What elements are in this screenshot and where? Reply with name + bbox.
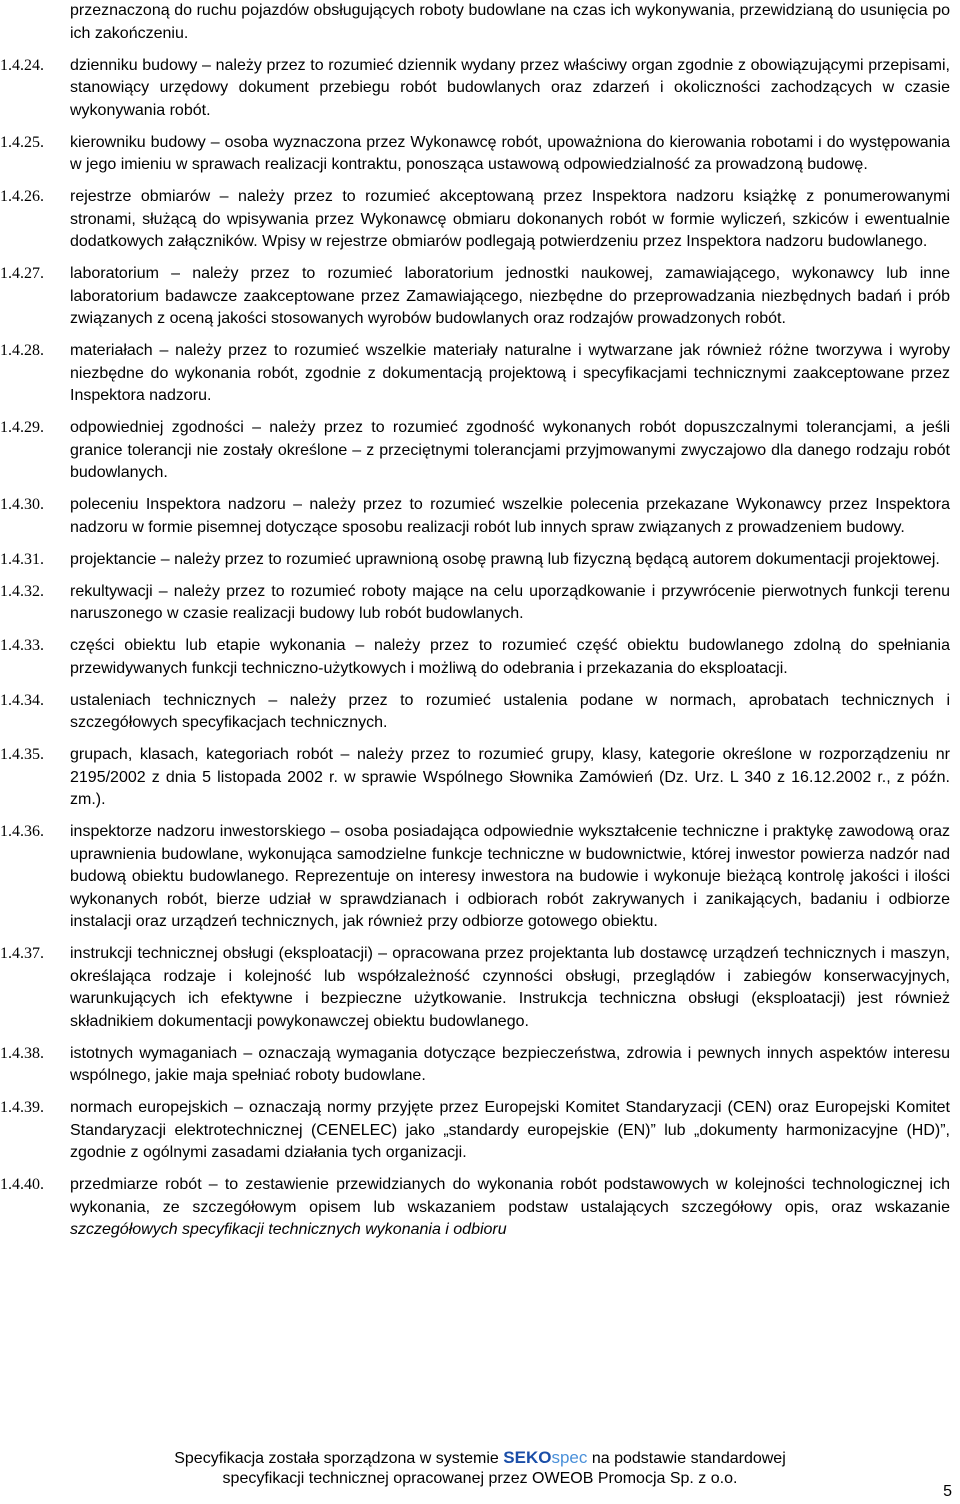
definition-body: poleceniu Inspektora nadzoru – należy przez to rozumieć wszelkie polecenia przekazane Wykonawcy przez Inspektora nadzoru w formie pisemnej dotyczące sposobu realizacji robót lub innych spraw związanych z prowadzeniem budowy.: [70, 496, 950, 536]
definition-body: odpowiedniej zgodności – należy przez to rozumieć zgodność wykonanych robót dopuszczalnymi tolerancjami, a jeśli granice tolerancji nie zostały określone – z przeciętnymi tolerancjami przyjmowanymi zwyczajowo dla danego rodzaju robót budowlanych.: [70, 419, 950, 481]
definition-text: [70, 186, 950, 254]
definition-item: [0, 263, 960, 331]
definition-item: [0, 690, 960, 735]
intro-text: przeznaczoną do ruchu pojazdów obsługujących roboty budowlane na czas ich wykonywania, przewidzianą do usunięcia po ich zakończeniu.: [70, 2, 950, 42]
definition-number: 1.4.39.: [0, 1099, 44, 1116]
page-footer: [0, 1448, 960, 1489]
brand-light: spec: [551, 1448, 588, 1467]
definition-text: [70, 943, 950, 1033]
definition-text: [70, 581, 950, 626]
definition-item: [0, 417, 960, 485]
definition-body: laboratorium – należy przez to rozumieć laboratorium jednostki naukowej, zamawiającego, wykonawcy lub inne laboratorium badawcze zaakceptowane przez Zamawiającego, niezbędne do przeprowadzania niezbędnych badań i prób związanych z oceną jakości stosowanych wyrobów budowlanych oraz rodzajów prowadzonych robót.: [70, 265, 950, 327]
definition-item: [0, 186, 960, 254]
definition-number: 1.4.35.: [0, 746, 44, 763]
definition-number: 1.4.26.: [0, 188, 44, 205]
definition-text: [70, 744, 950, 812]
footer-line-2: specyfikacji technicznej opracowanej przez OWEOB Promocja Sp. z o.o.: [222, 1470, 738, 1487]
definition-item: [0, 494, 960, 539]
definition-body: materiałach – należy przez to rozumieć wszelkie materiały naturalne i wytwarzane jak również różne tworzywa i wyroby niezbędne do wykonania robót, zgodnie z dokumentacją projektową i specyfikacjami technicznymi zaakceptowane przez Inspektora nadzoru.: [70, 342, 950, 404]
definition-body: kierowniku budowy – osoba wyznaczona przez Wykonawcę robót, upoważniona do kierowania robotami i do występowania w jego imieniu w sprawach realizacji kontraktu, ponosząca ustawową odpowiedzialność za prowadzoną budowę.: [70, 133, 950, 173]
definition-number: 1.4.25.: [0, 133, 44, 151]
definition-body: części obiektu lub etapie wykonania – należy przez to rozumieć część obiektu budowlanego zdolną do spełniania przewidywanych funkcji techniczno-użytkowych i możliwą do odebrania i przekazania do eksploatacji.: [70, 637, 950, 677]
definition-number: 1.4.24.: [0, 56, 44, 74]
definition-number: 1.4.31.: [0, 550, 44, 568]
definition-item: [0, 1174, 960, 1242]
definition-number: 1.4.37.: [0, 945, 44, 962]
footer-text-after: na podstawie standardowej: [591, 1450, 786, 1467]
definition-text: [70, 417, 950, 485]
definition-number: 1.4.27.: [0, 265, 44, 282]
sekospec-logo: [503, 1448, 587, 1467]
definition-body: dzienniku budowy – należy przez to rozumieć dziennik wydany przez właściwy organ zgodnie z obowiązującymi przepisami, stanowiący urzędowy dokument przebiegu robót budowlanych oraz zdarzeń i okoliczności zachodzących w czasie wykonywania robót.: [70, 56, 950, 119]
definition-item: [0, 340, 960, 408]
definition-number: 1.4.34.: [0, 691, 44, 709]
definition-text: [70, 263, 950, 331]
definition-body: grupach, klasach, kategoriach robót – należy przez to rozumieć grupy, klasy, kategorie określone w rozporządzeniu nr 2195/2002 z dnia 5 listopada 2002 r. w sprawie Wspólnego Słownika Zamówień (Dz. Urz. L 340 z 16.12.2002 r., z późn. zm.).: [70, 746, 950, 808]
definition-text: [70, 132, 950, 177]
definition-item: [0, 132, 960, 177]
definition-text: [70, 635, 950, 680]
footer-line-1: [0, 1448, 960, 1469]
definition-text: [70, 1097, 950, 1165]
definition-text: [70, 690, 950, 735]
definition-body: istotnych wymaganiach – oznaczają wymagania dotyczące bezpieczeństwa, zdrowia i pewnych innych aspektów interesu wspólnego, jakie maja spełniać roboty budowlane.: [70, 1044, 950, 1084]
definition-text: [70, 1174, 950, 1242]
definition-number: 1.4.40.: [0, 1176, 44, 1193]
definition-number: 1.4.38.: [0, 1044, 44, 1062]
definition-text: [70, 340, 950, 408]
definition-number: 1.4.28.: [0, 342, 44, 359]
definition-body: instrukcji technicznej obsługi (eksploatacji) – opracowana przez projektanta lub dostawcę urządzeń technicznych i maszyn, określająca rodzaje i kolejność lub współzależność czynności obsługi, przeglądów i zabiegów konserwacyjnych, warunkujących ich efektywne i bezpieczne użytkowanie. Instrukcja techniczna obsługi (eksploatacji) jest również składnikiem dokumentacji powykonawczej obiektu budowlanego.: [70, 945, 950, 1030]
definition-body: rejestrze obmiarów – należy przez to rozumieć akceptowaną przez Inspektora nadzoru książkę z ponumerowanymi stronami, służącą do wpisywania przez Wykonawcę obmiaru dokonanych robót w formie wyliczeń, szkiców i ewentualnie dodatkowych załączników. Wpisy w rejestrze obmiarów podlegają potwierdzeniu przez Inspektora nadzoru budowlanego.: [70, 188, 950, 250]
definition-text: [70, 494, 950, 539]
definition-number: 1.4.29.: [0, 419, 44, 436]
definition-body: inspektorze nadzoru inwestorskiego – osoba posiadająca odpowiednie wykształcenie techniczne i praktykę zawodową oraz uprawnienia budowlane, wykonująca samodzielne funkcje techniczne w budownictwie, której inwestor powierza nadzór nad budową obiektu budowlanego. Reprezentuje on interesy inwestora na budowie i wykonuje bieżącą kontrolę jakości i ilości wykonanych robót, bierze udział w sprawdzianach i odbiorach robót zakrywanych i zanikających, badaniu i odbiorze instalacji oraz urządzeń technicznych, jak również przy odbiorze gotowego obiektu.: [70, 823, 950, 930]
definition-text: [70, 55, 950, 123]
definition-number: 1.4.36.: [0, 823, 44, 840]
definition-item: [0, 1043, 960, 1088]
definition-item: [0, 635, 960, 680]
definition-item: [0, 1097, 960, 1165]
definition-body: normach europejskich – oznaczają normy przyjęte przez Europejski Komitet Standaryzacji (CEN) oraz Europejski Komitet Standaryzacji elektrotechnicznej (CENELEC) jako „standardy europejskie (EN)” lub „dokumenty harmonizacyjne (HD)”, zgodnie z ogólnymi zasadami działania tych organizacji.: [70, 1099, 950, 1161]
definition-number: 1.4.32.: [0, 582, 44, 600]
definition-item: [0, 943, 960, 1033]
definition-body: rekultywacji – należy przez to rozumieć roboty mające na celu uporządkowanie i przywrócenie pierwotnych funkcji terenu naruszonego w czasie realizacji budowy lub robót budowlanych.: [70, 582, 950, 622]
definition-text: [70, 549, 950, 572]
definition-text: [70, 1043, 950, 1088]
definition-item: [0, 821, 960, 934]
intro-paragraph: [0, 0, 960, 45]
brand-bold: SEKO: [503, 1448, 552, 1467]
definition-italic-text: szczegółowych specyfikacji technicznych wykonania i odbioru: [70, 1221, 507, 1238]
definition-body: projektancie – należy przez to rozumieć uprawnioną osobę prawną lub fizyczną będącą autorem dokumentacji projektowej.: [70, 550, 940, 568]
definition-item: [0, 581, 960, 626]
definition-body: przedmiarze robót – to zestawienie przewidzianych do wykonania robót podstawowych w kolejności technologicznej ich wykonania, ze szczegółowym opisem lub wskazaniem podstaw ustalających szczegółowy opis, oraz wskazanie: [70, 1176, 950, 1216]
page-number: 5: [943, 1483, 952, 1500]
footer-text-before: Specyfikacja została sporządzona w systemie: [174, 1450, 499, 1467]
definition-item: [0, 744, 960, 812]
definition-number: 1.4.33.: [0, 637, 44, 654]
definition-text: [70, 821, 950, 934]
definition-number: 1.4.30.: [0, 496, 44, 513]
definition-item: [0, 549, 960, 572]
definition-item: [0, 55, 960, 123]
definition-body: ustaleniach technicznych – należy przez to rozumieć ustalenia podane w normach, aprobatach technicznych i szczegółowych specyfikacjach technicznych.: [70, 691, 950, 731]
